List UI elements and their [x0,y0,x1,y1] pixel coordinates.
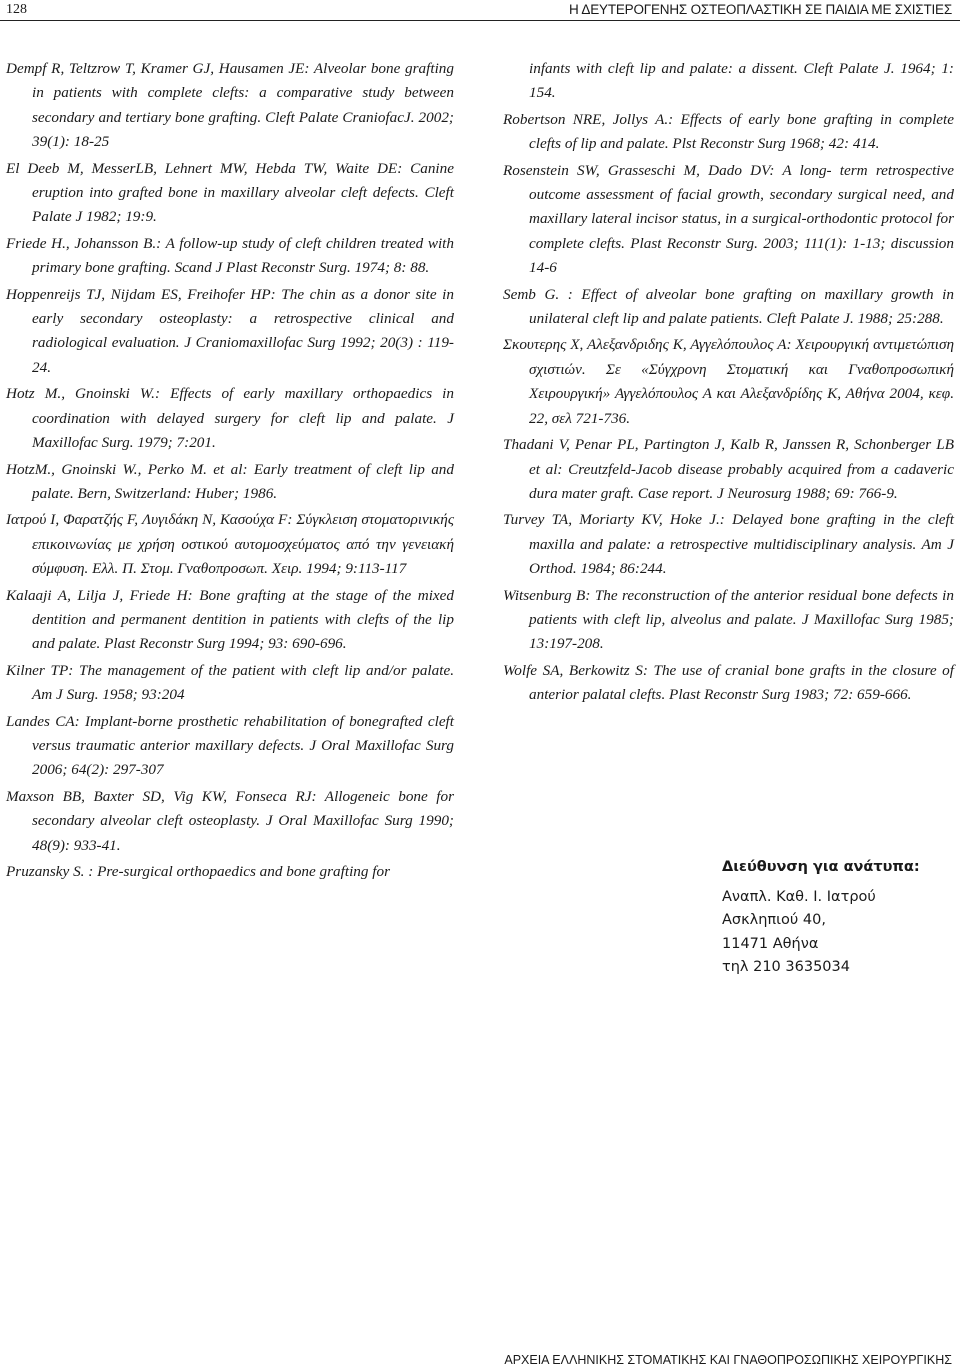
header-rule [0,20,960,21]
reference-entry: Pruzansky S. : Pre-surgical orthopaedics and bone grafting for [6,863,391,880]
reference-entry: Dempf R, Teltzrow T, Kramer GJ, Hausamen JE: Alveolar bone grafting in patients with complete clefts: a comparative study between secondary and tertiary bone grafting. Cleft Palate CraniofacJ. 2002; 39(1): 18-25 [6,60,454,151]
references-left-column [6,57,454,886]
reference-entry: Witsenburg B: The reconstruction of the anterior residual bone defects in patients with cleft lip, alveolus and palate. J Maxillofac Surg 1985; 13:197-208. [503,586,954,653]
reference-entry: Σκουτερης Χ, Αλεξανδριδης Κ, Αγγελόπουλος Α: Χειρουργική αντιμετώπιση σχιστιών. Σε «Σύγχρονη Στοματική και Γναθοπροσωπική Χειρουργική» Αγγελόπουλος Α και Αλεξανδρίδης Κ, Αθήνα 2004, κεφ. 22, σελ 721-736. [503,336,954,427]
reference-entry: Maxson BB, Baxter SD, Vig KW, Fonseca RJ: Allogeneic bone for secondary alveolar cleft osteoplasty. J Oral Maxillofac Surg 1990; 48(9): 933-41. [6,787,454,854]
references-right-column [503,57,954,710]
reference-entry: Kilner TP: The management of the patient with cleft lip and/or palate. Am J Surg. 1958; 93:204 [6,661,454,704]
reference-entry: Rosenstein SW, Grasseschi M, Dado DV: A long- term retrospective outcome assessment of facial growth, secondary surgical need, and maxillary lateral incisor status, in a surgical-orthodontic protocol for complete clefts. Plast Reconstr Surg. 2003; 111(1): 1-13; discussion 14-6 [503,161,954,277]
reference-entry: HotzM., Gnoinski W., Perko M. et al: Early treatment of cleft lip and palate. Bern, Switzerland: Huber; 1986. [6,460,454,502]
reference-entry: Hotz M., Gnoinski W.: Effects of early maxillary orthopaedics in coordination with delayed surgery for cleft lip and palate. J Maxillofac Surg. 1979; 7:201. [6,385,454,452]
address-line: Αναπλ. Καθ. Ι. Ιατρού [722,888,876,905]
reference-entry: Landes CA: Implant-borne prosthetic rehabilitation of bonegrafted cleft versus traumatic anterior maxillary defects. J Oral Maxillofac Surg 2006; 64(2): 297-307 [6,712,454,779]
address-line: τηλ 210 3635034 [722,959,850,975]
reference-entry: Wolfe SA, Berkowitz S: The use of cranial bone grafts in the closure of anterior palatal clefts. Plast Reconstr Surg 1983; 72: 659-666. [503,661,954,704]
reference-entry: Kalaaji A, Lilja J, Friede H: Bone grafting at the stage of the mixed dentition and permanent dentition in patients with clefts of the lip and palate. Plast Reconstr Surg 1994; 93: 690-696. [6,586,454,653]
reference-entry: Semb G. : Effect of alveolar bone grafting on maxillary growth in unilateral cleft lip and palate patients. Cleft Palate J. 1988; 25:288. [503,285,954,328]
reference-entry-continued: infants with cleft lip and palate: a dissent. Cleft Palate J. 1964; 1: 154. [529,60,954,102]
reference-entry: Thadani V, Penar PL, Partington J, Kalb R, Janssen R, Schonberger LB et al: Creutzfeld-Jacob disease probably acquired from a cadaveric dura mater graft. Case report. J Neurosurg 1988; 69: 766-9. [503,436,954,502]
address-heading: Διεύθυνση για ανάτυπα: [722,859,920,875]
reference-entry: Robertson NRE, Jollys A.: Effects of early bone grafting in complete clefts of lip and palate. Plst Reconstr Surg 1968; 42: 414. [503,110,954,153]
reference-entry: Friede H., Johansson B.: A follow-up study of cleft children treated with primary bone grafting. Scand J Plast Reconstr Surg. 1974; 8: 88. [6,234,454,277]
running-title: Η ΔΕΥΤΕΡΟΓΕΝΗΣ ΟΣΤΕΟΠΛΑΣΤΙΚΗ ΣΕ ΠΑΙΔΙΑ ΜΕ ΣΧΙΣΤΙΕΣ [569,2,952,17]
address-line: 11471 Αθήνα [722,935,819,952]
reference-entry: Hoppenreijs TJ, Nijdam ES, Freihofer HP: The chin as a donor site in early secondary osteoplasty: a retrospective clinical and radiological evaluation. J Craniomaxillofac Surg 1992; 20(3) : 119-24. [6,285,454,376]
reference-entry: Ιατρού Ι, Φαρατζής F, Λυγιδάκη Ν, Κασούχα F: Σύγκλειση στοματορινικής επικοινωνίας με χρήση οστικού αυτομοσχεύματος από την γενειακή σύμφυση. Ελλ. Π. Στομ. Γναθοπροσωπ. Χειρ. 1994; 9:113-117 [6,511,454,578]
reprint-address [722,856,920,980]
address-line: Ασκληπιού 40, [722,912,826,928]
journal-footer: ΑΡΧΕΙΑ ΕΛΛΗΝΙΚΗΣ ΣΤΟΜΑΤΙΚΗΣ ΚΑΙ ΓΝΑΘΟΠΡΟΣΩΠΙΚΗΣ ΧΕΙΡΟΥΡΓΙΚΗΣ [504,1353,952,1367]
page-number: 128 [6,2,27,17]
reference-entry: Turvey TA, Moriarty KV, Hoke J.: Delayed bone grafting in the cleft maxilla and palate: a retrospective multidisciplinary analysis. Am J Orthod. 1984; 86:244. [503,511,954,578]
reference-entry: El Deeb M, MesserLB, Lehnert MW, Hebda TW, Waite DE: Canine eruption into grafted bone in maxillary alveolar cleft defects. Cleft Palate J 1982; 19:9. [6,159,454,226]
